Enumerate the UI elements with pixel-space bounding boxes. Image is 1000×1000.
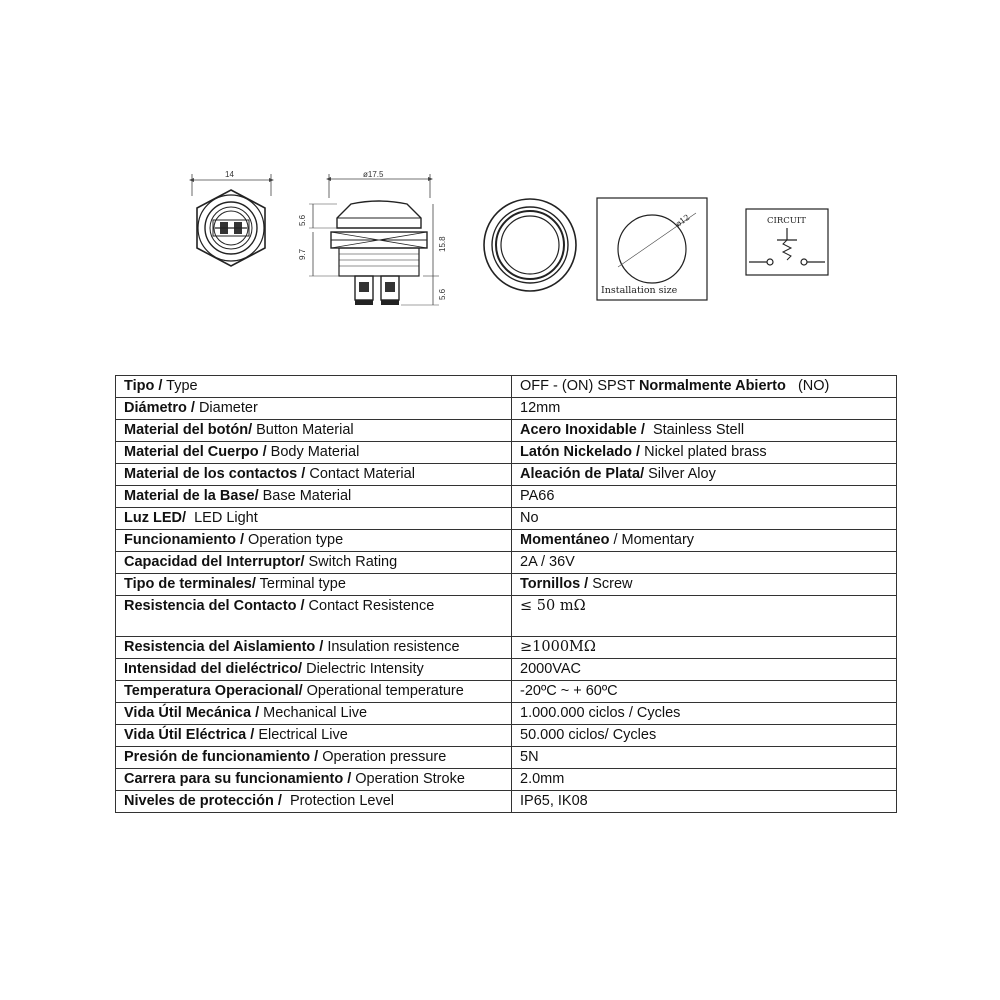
spec-name-cell <box>116 398 512 420</box>
side-terminal-height-label: 5.6 <box>438 288 447 300</box>
spec-name-cell <box>116 725 512 747</box>
spec-name-en: Operation type <box>244 532 344 548</box>
spec-name-cell <box>116 681 512 703</box>
spec-value-bold: Tornillos / <box>520 576 589 592</box>
installation-size-drawing <box>596 197 708 301</box>
spec-name-en: Base Material <box>258 488 352 504</box>
front-view-drawing <box>185 168 280 293</box>
table-row <box>116 530 897 552</box>
spec-value-suffix: Screw <box>588 576 633 592</box>
side-head-height-label: 5.6 <box>298 214 307 226</box>
spec-value-cell <box>512 552 897 574</box>
table-row <box>116 574 897 596</box>
spec-value-cell <box>512 747 897 769</box>
spec-name-es: Material de la Base/ <box>124 488 259 504</box>
spec-name-en: Operation pressure <box>318 749 447 765</box>
spec-value-cell <box>512 637 897 659</box>
spec-value-cell <box>512 442 897 464</box>
spec-name-cell <box>116 376 512 398</box>
table-row <box>116 508 897 530</box>
spec-value: 2A / 36V <box>520 554 575 570</box>
spec-value-cell <box>512 398 897 420</box>
spec-name-en: Body Material <box>266 444 360 460</box>
spec-value-bold: Aleación de Plata/ <box>520 466 645 482</box>
spec-value-bold: Momentáneo <box>520 532 610 548</box>
table-row <box>116 747 897 769</box>
spec-value: 5N <box>520 749 539 765</box>
spec-value-bold: Acero Inoxidable / <box>520 422 645 438</box>
circuit-title: CIRCUIT <box>767 216 806 226</box>
spec-value-suffix: (NO) <box>785 378 830 394</box>
spec-value: 2000VAC <box>520 661 581 677</box>
spec-value: PA66 <box>520 488 555 504</box>
spec-value: 12mm <box>520 400 561 416</box>
spec-name-en: Operational temperature <box>302 683 464 699</box>
front-width-label: 14 <box>225 170 234 179</box>
spec-value-cell <box>512 464 897 486</box>
spec-name-es: Presión de funcionamiento / <box>124 749 319 765</box>
table-row <box>116 725 897 747</box>
spec-name-es: Resistencia del Aislamiento / <box>124 639 324 655</box>
spec-name-es: Carrera para su funcionamiento / <box>124 771 352 787</box>
spec-name-en: Operation Stroke <box>351 771 465 787</box>
spec-name-cell <box>116 747 512 769</box>
table-row <box>116 398 897 420</box>
table-row <box>116 552 897 574</box>
spec-value-cell <box>512 376 897 398</box>
spec-value-cell <box>512 530 897 552</box>
spec-name-en: Mechanical Live <box>259 705 368 721</box>
spec-name-es: Diámetro / <box>124 400 195 416</box>
spec-name-en: Contact Resistence <box>304 598 435 614</box>
spec-value: ≤ 50 mΩ <box>520 598 586 614</box>
table-row <box>116 659 897 681</box>
table-row <box>116 442 897 464</box>
spec-value: -20ºC ~ + 60ºC <box>520 683 618 699</box>
spec-name-en: Electrical Live <box>254 727 348 743</box>
spec-value: 50.000 ciclos/ Cycles <box>520 727 657 743</box>
spec-name-cell <box>116 637 512 659</box>
spec-name-cell <box>116 703 512 725</box>
spec-name-cell <box>116 769 512 791</box>
spec-value: 1.000.000 ciclos / Cycles <box>520 705 681 721</box>
spec-name-en: Terminal type <box>255 576 346 592</box>
spec-value-cell <box>512 791 897 813</box>
table-row <box>116 464 897 486</box>
table-row <box>116 486 897 508</box>
spec-value-suffix: Silver Aloy <box>644 466 716 482</box>
spec-name-en: Contact Material <box>305 466 415 482</box>
spec-value: OFF - (ON) SPST <box>520 378 639 394</box>
spec-name-en: Insulation resistence <box>323 639 460 655</box>
table-row <box>116 637 897 659</box>
spec-name-es: Capacidad del Interruptor/ <box>124 554 305 570</box>
spec-value-suffix: Stainless Stell <box>644 422 745 438</box>
spec-name-en: Type <box>162 378 198 394</box>
spec-name-es: Vida Útil Eléctrica / <box>124 727 255 743</box>
spec-name-cell <box>116 659 512 681</box>
spec-name-en: Button Material <box>252 422 354 438</box>
side-total-height-label: 15.8 <box>438 236 447 252</box>
spec-name-es: Luz LED/ <box>124 510 187 526</box>
spec-value-cell <box>512 703 897 725</box>
spec-value-bold: Latón Nickelado / <box>520 444 641 460</box>
spec-name-en: LED Light <box>186 510 258 526</box>
spec-name-en: Protection Level <box>281 793 394 809</box>
spec-name-es: Tipo de terminales/ <box>124 576 256 592</box>
table-row <box>116 791 897 813</box>
spec-name-cell <box>116 508 512 530</box>
spec-name-es: Niveles de protección / <box>124 793 282 809</box>
spec-name-cell <box>116 574 512 596</box>
table-row <box>116 376 897 398</box>
table-row <box>116 420 897 442</box>
spec-name-es: Intensidad del dieléctrico/ <box>124 661 303 677</box>
spec-name-cell <box>116 596 512 637</box>
side-diameter-label: ø17.5 <box>363 170 384 179</box>
spec-name-es: Resistencia del Contacto / <box>124 598 305 614</box>
spec-value-bold: Normalmente Abierto <box>638 378 786 394</box>
installation-diameter-label: ø12 <box>673 212 692 229</box>
spec-name-es: Material del Cuerpo / <box>124 444 267 460</box>
spec-name-cell <box>116 530 512 552</box>
spec-value: IP65, IK08 <box>520 793 588 809</box>
spec-name-es: Material de los contactos / <box>124 466 306 482</box>
table-row <box>116 596 897 637</box>
spec-name-es: Material del botón/ <box>124 422 253 438</box>
spec-value-cell <box>512 508 897 530</box>
spec-name-es: Vida Útil Mecánica / <box>124 705 260 721</box>
spec-name-cell <box>116 442 512 464</box>
spec-value-cell <box>512 420 897 442</box>
installation-caption: Installation size <box>601 285 678 296</box>
spec-name-es: Funcionamiento / <box>124 532 245 548</box>
table-row <box>116 769 897 791</box>
spec-name-cell <box>116 486 512 508</box>
spec-value-cell <box>512 574 897 596</box>
spec-name-cell <box>116 464 512 486</box>
spec-name-es: Temperatura Operacional/ <box>124 683 303 699</box>
spec-name-cell <box>116 420 512 442</box>
spec-value-suffix: / Momentary <box>609 532 695 548</box>
spec-name-es: Tipo / <box>124 378 163 394</box>
technical-drawings <box>0 0 1000 360</box>
spec-value: 2.0mm <box>520 771 565 787</box>
spec-value-suffix: Nickel plated brass <box>640 444 767 460</box>
spec-value-cell <box>512 681 897 703</box>
spec-value-cell <box>512 769 897 791</box>
spec-name-en: Switch Rating <box>304 554 398 570</box>
spec-name-en: Dielectric Intensity <box>302 661 424 677</box>
circuit-symbol-drawing <box>745 208 829 278</box>
spec-value-cell <box>512 486 897 508</box>
specifications-table <box>115 375 897 813</box>
spec-name-cell <box>116 791 512 813</box>
spec-value: ≥1000MΩ <box>520 639 596 655</box>
spec-value-cell <box>512 659 897 681</box>
spec-value-cell <box>512 596 897 637</box>
spec-name-cell <box>116 552 512 574</box>
table-row <box>116 703 897 725</box>
side-view-drawing <box>293 168 453 318</box>
top-view-drawing <box>480 195 580 295</box>
spec-value: No <box>520 510 539 526</box>
spec-name-en: Diameter <box>194 400 258 416</box>
table-row <box>116 681 897 703</box>
spec-value-cell <box>512 725 897 747</box>
side-body-height-label: 9.7 <box>298 248 307 260</box>
